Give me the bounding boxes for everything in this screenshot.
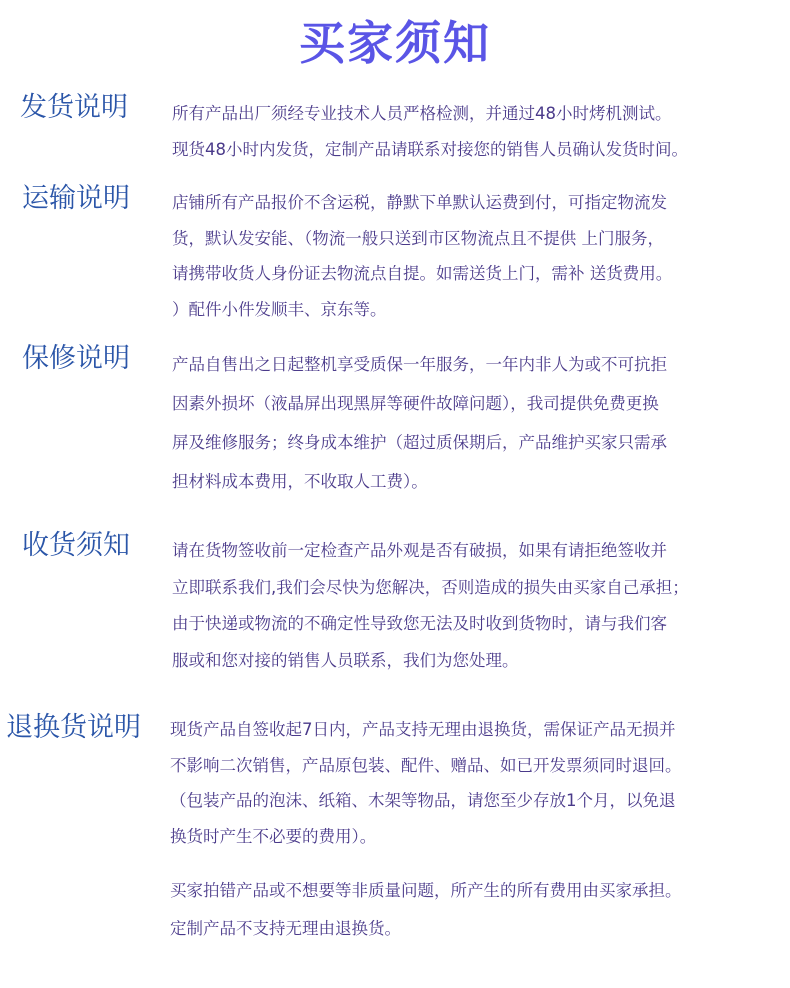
text-line: ）配件小件发顺丰、京东等。 (172, 299, 387, 319)
section-text-transport (172, 185, 672, 327)
text-line: 服或和您对接的销售人员联系，我们为您处理。 (172, 650, 519, 670)
text-line: 立即联系我们,我们会尽快为您解决，否则造成的损失由买家自己承担； (172, 577, 689, 597)
text-line: 所有产品出厂须经专业技术人员严格检测，并通过48小时烤机测试。 (172, 104, 672, 123)
text-line: （包装产品的泡沫、纸箱、木架等物品，请您至少存放1个月，以免退 (170, 791, 676, 810)
text-line: 现货产品自签收起7日内，产品支持无理由退换货，需保证产品无损并 (170, 720, 676, 739)
section-label-receiving: 收货须知 (22, 530, 130, 561)
section-label-warranty: 保修说明 (22, 343, 130, 374)
text-line: 货，默认发安能、（物流一般只送到市区物流点且不提供 上门服务， (172, 228, 664, 248)
text-line: 现货48小时内发货，定制产品请联系对接您的销售人员确认发货时间。 (172, 140, 688, 159)
section-text-shipping (172, 96, 688, 168)
text-line: 换货时产生不必要的费用）。 (170, 826, 377, 846)
text-line: 请在货物签收前一定检查产品外观是否有破损，如果有请拒绝签收并 (172, 541, 667, 560)
text-line: 由于快递或物流的不确定性导致您无法及时收到货物时，请与我们客 (172, 614, 667, 633)
text-line: 担材料成本费用，不收取人工费）。 (172, 472, 428, 491)
text-line: 因素外损坏（液晶屏出现黑屏等硬件故障问题），我司提供免费更换 (172, 394, 659, 413)
text-line: 买家拍错产品或不想要等非质量问题，所产生的所有费用由买家承担。 (170, 881, 682, 900)
section-text-receiving (172, 533, 689, 679)
text-line: 店铺所有产品报价不含运税，静默下单默认运费到付，可指定物流发 (172, 193, 667, 212)
page-title: 买家须知 (299, 16, 491, 70)
section-text-returns-extra (170, 872, 682, 948)
text-line: 不影响二次销售，产品原包装、配件、赠品、如已开发票须同时退回。 (170, 755, 682, 775)
section-label-shipping: 发货说明 (20, 92, 128, 123)
text-line: 产品自售出之日起整机享受质保一年服务，一年内非人为或不可抗拒 (172, 355, 667, 374)
text-line: 请携带收货人身份证去物流点自提。如需送货上门，需补 送货费用。 (172, 264, 673, 283)
section-text-returns (170, 712, 682, 854)
section-text-warranty (172, 345, 667, 501)
text-line: 定制产品不支持无理由退换货。 (170, 919, 401, 938)
section-label-transport: 运输说明 (22, 183, 130, 214)
section-label-returns: 退换货说明 (6, 712, 141, 743)
text-line: 屏及维修服务；终身成本维护（超过质保期后，产品维护买家只需承 (172, 433, 667, 452)
